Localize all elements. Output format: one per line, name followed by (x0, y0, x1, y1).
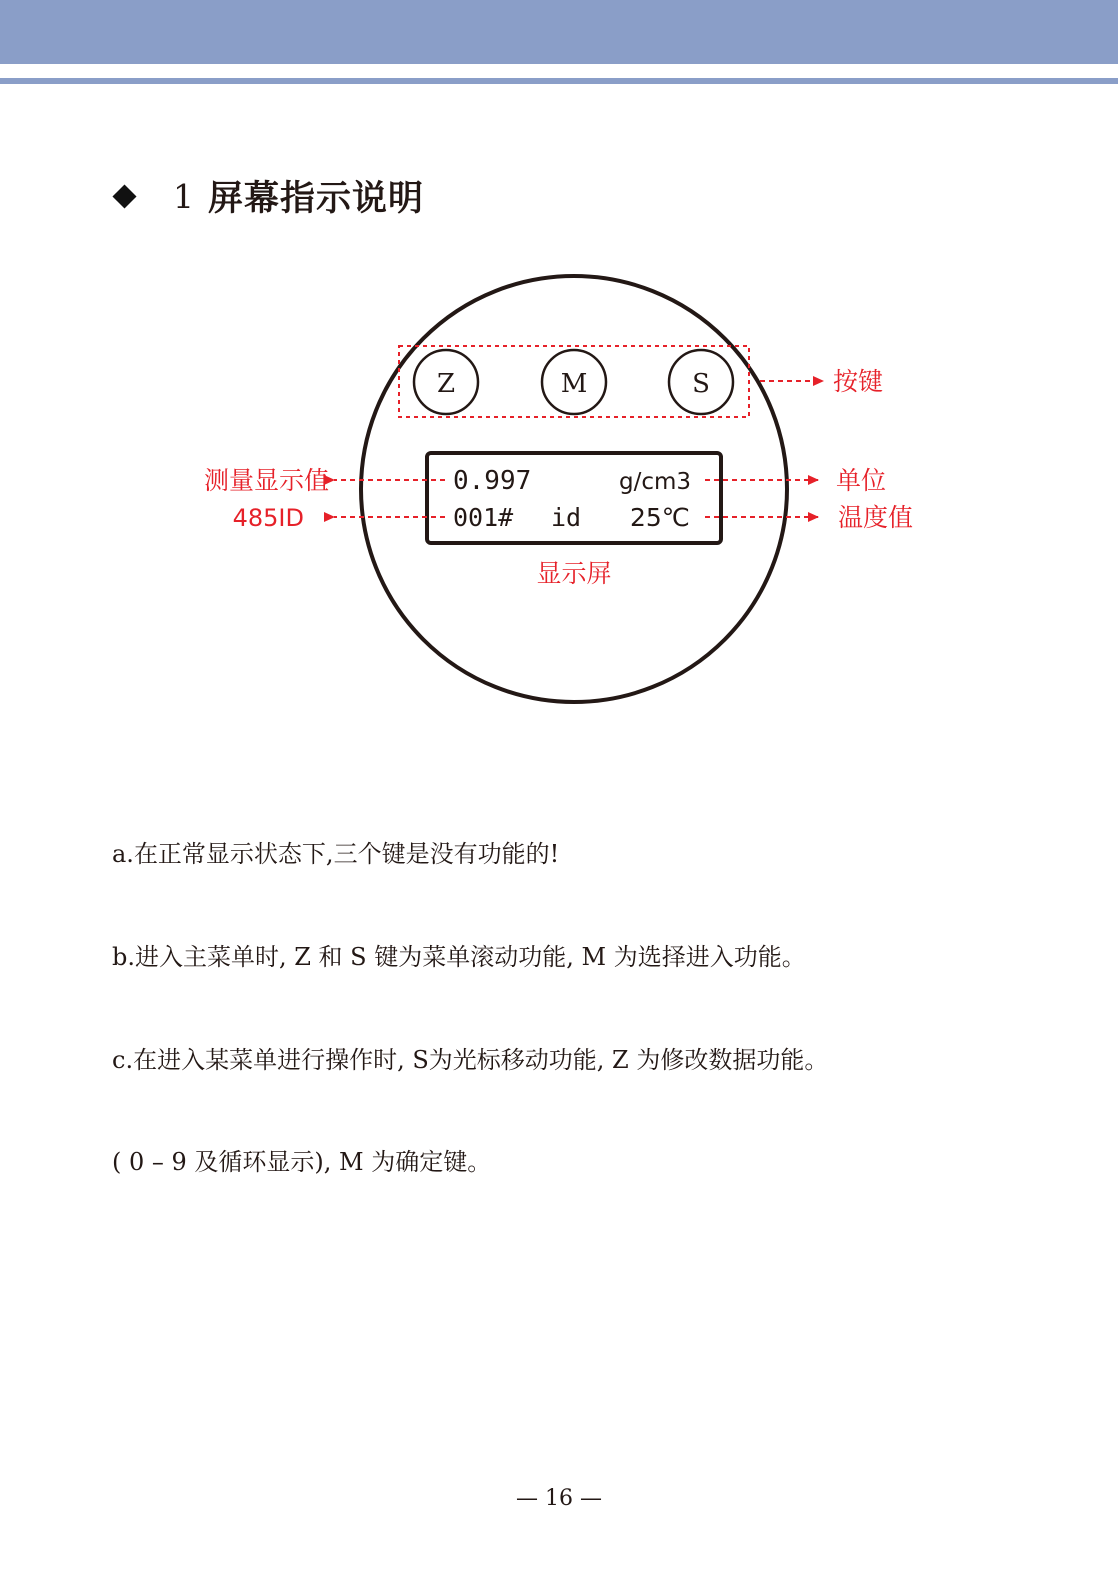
measured-value-label: 测量显示值 (203, 466, 329, 495)
key-z-button[interactable] (414, 350, 478, 414)
screen-diagram (0, 260, 1118, 710)
display-unit: g/cm3 (619, 469, 692, 495)
key-s-button[interactable] (669, 350, 733, 414)
section-title: 屏幕指示说明 (208, 179, 425, 219)
paragraph-c-continued: ( 0 – 9 及循环显示), M 为确定键。 (112, 1148, 492, 1176)
section-heading (112, 172, 424, 220)
key-m-button[interactable] (542, 350, 606, 414)
paragraph-c: c.在进入某菜单进行操作时, S为光标移动功能, Z 为修改数据功能。 (112, 1046, 829, 1074)
key-s-label: S (692, 369, 710, 399)
diamond-bullet-icon (112, 184, 136, 208)
id-485-label: 485ID (232, 504, 304, 532)
paragraph-a: a.在正常显示状态下,三个键是没有功能的! (112, 840, 560, 868)
display-value: 0.997 (453, 466, 532, 496)
temperature-label: 温度值 (838, 503, 914, 532)
key-z-label: Z (436, 369, 456, 399)
display-temperature: 25℃ (630, 503, 690, 532)
header-band (0, 0, 1118, 64)
display-id-number: 001# (453, 503, 514, 532)
screen-label: 显示屏 (536, 559, 612, 588)
buttons-label: 按键 (833, 367, 884, 396)
paragraph-b: b.进入主菜单时, Z 和 S 键为菜单滚动功能, M 为选择进入功能。 (112, 943, 806, 971)
key-m-label: M (560, 369, 588, 399)
unit-label: 单位 (836, 466, 887, 495)
section-number: 1 (173, 176, 194, 216)
header-rule (0, 78, 1118, 84)
page-number: — 16 — (516, 1486, 602, 1511)
display-id-label: id (551, 503, 582, 532)
